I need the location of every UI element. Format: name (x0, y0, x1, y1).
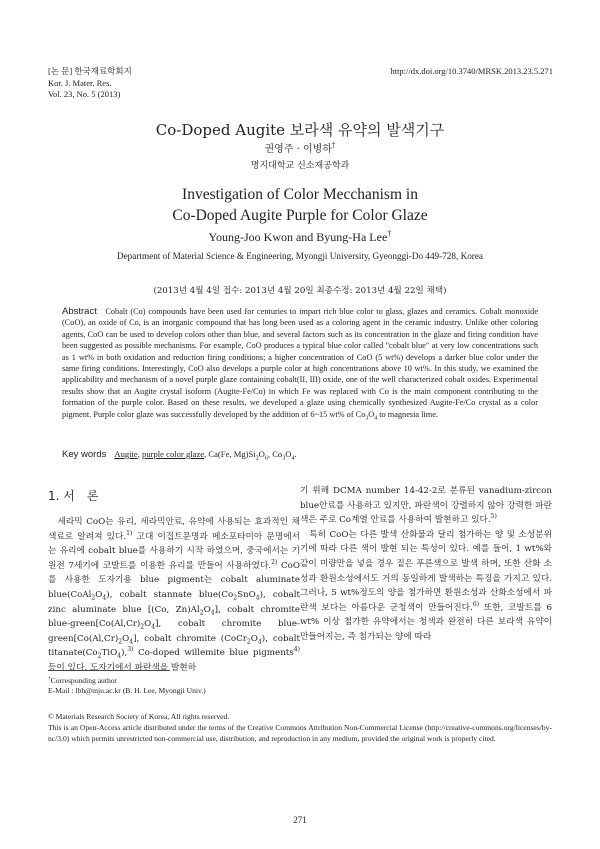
keyword-formula-sub: 6 (264, 455, 268, 462)
body-text: ], cobalt chromite blue-green[Co(Al,Cr) (48, 619, 300, 644)
journal-header (48, 66, 132, 101)
keyword-formula-text: Co (272, 449, 283, 459)
abstract-text-end: to magnesia lime. (377, 409, 438, 419)
body-text: CoO를 사용한 도자기용 blue pigment는 cobalt aluminate blue(CoAl (48, 560, 300, 600)
formula-sub: 2 (118, 638, 123, 646)
affiliation-korean: 명지대학교 신소재공학과 (250, 161, 350, 171)
body-text: ), cobalt titanate(Co (48, 633, 300, 659)
formula-sub: 4 (151, 623, 156, 631)
keyword-formula-text: O (285, 449, 292, 459)
journal-name-en: Kor. J. Mater. Res. (48, 77, 112, 88)
body-text: 기 위해 DCMA number 14-42-2로 분류된 vanadium-zircon blue안료를 사용하고 있지만, 파란색이 강렬하지 않아 강력한 파란색은 주로 Co계열 안료를 사용하여 발현하고 있다. (300, 486, 552, 526)
formula-sub: 2 (97, 653, 102, 661)
doi-link[interactable]: http://dx.doi.org/10.3740/MRSK.2013.23.5.271 (390, 66, 553, 76)
formula-text: O (203, 604, 211, 615)
body-text: ], cobalt chromite (CoCr (133, 633, 247, 644)
formula-sub: 2 (91, 594, 96, 602)
abstract (62, 306, 538, 420)
footnote-divider (48, 670, 170, 671)
keywords: Key words Augite, purple color glaze, Ca(Fe, $Mg)Si_2O_6$, $Co_3O_4$. (62, 449, 297, 462)
formula-sub: 2 (140, 623, 145, 631)
abstract-label: Abstract (62, 306, 97, 317)
abstract-text: Cobalt (Co) compounds have been used for centuries to impart rich blue color to glass, glazes and ceramics. Cobalt monoxide (CoO), an oxide of Co, is an inorganic compound that has long been used as a coloring agent in the ceramic industry. Unlike other coloring agents, CoO can be used to develop colors other than blue, and several factors such as its concentration in the glaze and firing condition have been suggested as possible mechanisms. For example, CoO produces a typical blue color called "cobalt blue" at very low concentrations such as 1 wt% in both oxidation and reduction firing conditions; a higher concentration of CoO (5 wt%) develops a darker blue color under the same firing conditions. Interestingly, CoO also develops a purple color at high concentrations above 10 wt%. In this study, we examined the applicability and mechanism of a novel purple glaze containing cobalt(II, III) oxide, one of the well characterized cobalt oxides. Experimental results show that an Augite crystal isoform (Augite-Fe/Co) in which Fe was replaced with Co is the main component contributing to the formation of the purple color. Based on these results, we developed a glaze using chemically synthesized Augite-Fe/Co crystal as a color pigment. Purple color glaze was successfully developed by the addition of 6~15 wt% of Co (62, 307, 539, 419)
body-text: 특히 CoO는 다른 발색 산화물과 달리 첨가하는 양 및 소성분위기에 따라 다른 색이 발현 되는 특성이 있다. 예를 들어, 1 wt%와 같이 미량만을 넣을 경우 짙은 푸른색으로 발색 하며, 또한 산화 소성과 환원소성에서도 거의 동일하게 발색하는 특징을 가지고 있다. 그러나, 5 wt%정도의 양을 첨가하면 환원소성과 산화소성에서 파란색 보다는 아름다운 군청색이 만들어진다. (300, 529, 552, 613)
keyword-formula-sub: 2 (255, 455, 259, 462)
copyright-notice (48, 711, 552, 744)
body-text: 세라믹 CoO는 유리, 세라믹안료, 유약에 사용되는 효과적인 채색료로 알려져 있다. (48, 517, 300, 542)
authors-english-names: Young-Joo Kwon and Byung-Ha Lee (208, 230, 388, 244)
corresponding-author-footnote (48, 676, 206, 696)
journal-volume: Vol. 23, No. 5 (2013) (48, 89, 121, 99)
citation: 6) (472, 600, 480, 608)
citation: 5) (490, 513, 497, 521)
footnote-line (48, 676, 206, 686)
formula-sub: 2 (246, 638, 251, 646)
formula-text: SnO (237, 589, 256, 600)
body-text: 고대 이집트문명과 메소포타미아 문명에서는 유리에 cobalt blue를 사용하기 시작 하였으며, 중국에서는 기원전 7세기에 코발트를 이용한 유리를 만들어 사용하였다. (48, 531, 301, 571)
title-english-line1: Investigation of Color Mecchanism in (182, 186, 418, 203)
formula-text: O (95, 589, 103, 600)
formula-text: O (122, 633, 130, 644)
abstract-formula: O (368, 409, 375, 419)
keyword-formula-text: Ca(Fe, Mg)Si (208, 449, 256, 459)
affiliation-english: Department of Material Science & Engineering, Myongji University, Gyeonggi-Do 449-728, Korea (116, 251, 484, 261)
author-email[interactable]: E-Mail : lbh@mju.ac.kr (B. H. Lee, Myongji Univ.) (48, 686, 206, 695)
body-text: 또한, 코발트를 6 wt% 이상 첨가한 유약에서는 청색과 완전히 다른 보라색 유약이 만들어지는, 즉 첨가되는 양에 따라 (300, 602, 552, 642)
title-english (0, 184, 600, 226)
footnote-text: Corresponding author (50, 676, 118, 685)
journal-name-kr: [논 문] 한국재료학회지 (48, 66, 132, 76)
keywords-label: Key words (62, 449, 107, 460)
corresponding-mark-en: † (387, 229, 392, 238)
keywords-end: . (294, 449, 297, 459)
formula-text: O (144, 619, 152, 630)
section-heading-introduction: 1. 서 론 (48, 489, 99, 503)
copyright-line: © Materials Research Society of Korea, All rights reserved. (48, 712, 230, 721)
formula-text: TiO (101, 648, 118, 659)
formula-sub: 4 (117, 653, 122, 661)
formula-sub: 2 (233, 594, 238, 602)
formula-text: O (250, 633, 258, 644)
keyword-purple-glaze: purple color glaze (142, 449, 205, 459)
corresponding-mark-kr: † (332, 141, 336, 150)
body-text: ), (121, 648, 128, 659)
formula-sub: 4 (102, 594, 107, 602)
authors-english (0, 230, 600, 245)
keyword-formula-text: O (258, 449, 265, 459)
body-text: ], cobalt chromite blue-green[Co(Al,Cr) (48, 604, 300, 630)
body-column-left (48, 515, 300, 676)
title-english-line2: Co-Doped Augite Purple for Color Glaze (172, 207, 428, 224)
keyword-augite-formula (208, 449, 268, 462)
abstract-formula-sub: 4 (374, 415, 378, 422)
submission-dates: (2013년 4월 4일 접수: 2013년 4월 20일 최종수정: 2013년 4월 22일 채택) (153, 286, 447, 296)
body-text: Co-doped willemite blue pigments (133, 648, 294, 659)
authors-korean (0, 140, 600, 155)
title-korean: Co-Doped Augite 보라색 유약의 발색기구 (155, 121, 445, 139)
citation: 1) (126, 529, 133, 537)
authors-korean-names: 권영주 · 이병하 (264, 144, 332, 155)
citation: 4) (293, 646, 300, 654)
citation: 2) (271, 558, 278, 566)
license-text: This is an Open-Access article distributed under the terms of the Creative Commons Attribution Non-Commercial License (http://creative-commons.org/licenses/by-nc/3.0) which permits unrestricted non-commercial use, distribution, and reproduction in any medium, provided the original work is properly cited. (48, 723, 552, 743)
formula-sub: 4 (255, 594, 260, 602)
page-number: 271 (293, 815, 307, 825)
formula-sub: 4 (210, 609, 215, 617)
keyword-formula-sub: 3 (282, 455, 286, 462)
abstract-formula-sub: 3 (365, 415, 369, 422)
keyword-augite: Augite (114, 449, 138, 459)
citation: 3) (127, 646, 134, 654)
keyword-formula-sub: 4 (291, 455, 295, 462)
formula-sub: 4 (257, 638, 262, 646)
body-text: 등이 있다. 도자기에서 파란색을 발현하 (48, 662, 197, 673)
body-column-right (300, 484, 552, 645)
footnote-mark: † (48, 675, 51, 682)
keyword-cobalt-oxide (272, 449, 297, 462)
body-text: ), cobalt stannate blue(Co (106, 589, 234, 600)
formula-sub: 2 (199, 609, 204, 617)
body-text: ), cobalt zinc aluminate blue [(Co, Zn)Al (48, 589, 300, 615)
formula-sub: 4 (129, 638, 134, 646)
